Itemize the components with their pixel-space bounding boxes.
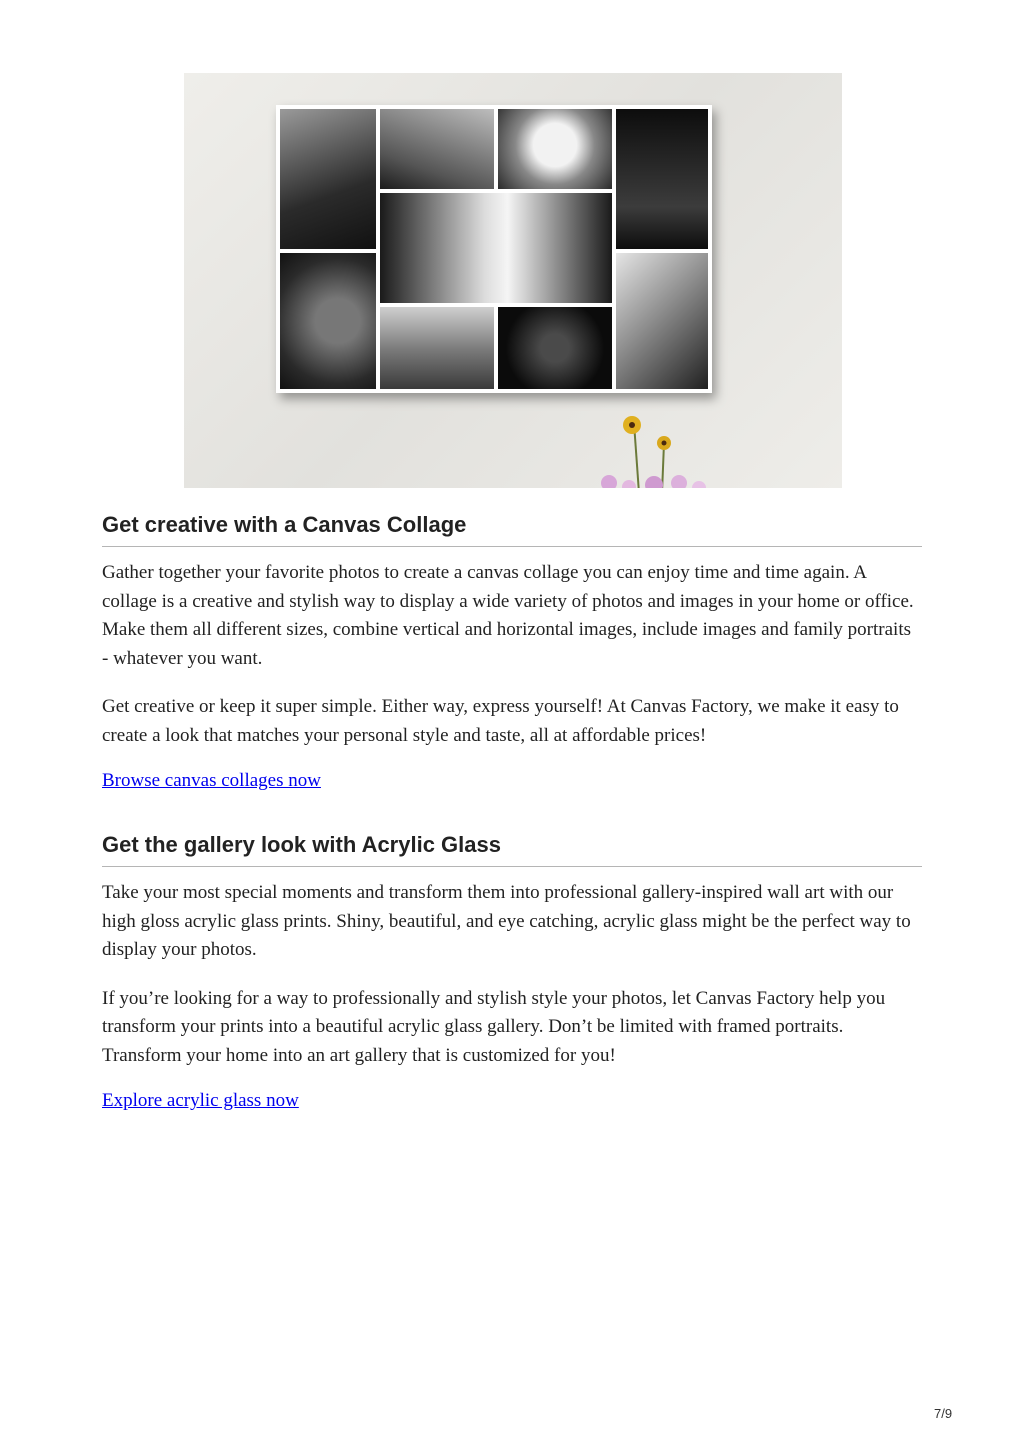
flowers-decoration bbox=[584, 413, 734, 488]
page-number: 7/9 bbox=[934, 1406, 953, 1421]
collage-photo bbox=[280, 109, 376, 249]
acrylic-glass-section bbox=[102, 820, 922, 1120]
canvas-collage-image bbox=[184, 73, 842, 488]
section-heading: Get the gallery look with Acrylic Glass bbox=[102, 820, 922, 867]
collage-photo bbox=[498, 307, 612, 389]
collage-photo bbox=[616, 253, 708, 389]
collage-canvas bbox=[276, 105, 712, 393]
canvas-collage-section bbox=[102, 500, 922, 800]
browse-canvas-collages-link[interactable]: Browse canvas collages now bbox=[102, 770, 321, 791]
section-heading: Get creative with a Canvas Collage bbox=[102, 500, 922, 547]
section-body bbox=[102, 879, 922, 1070]
explore-acrylic-glass-link[interactable]: Explore acrylic glass now bbox=[102, 1090, 299, 1111]
article-content bbox=[102, 500, 922, 1120]
collage-photo bbox=[280, 253, 376, 389]
paragraph: Gather together your favorite photos to create a canvas collage you can enjoy time and time again. A collage is a creative and stylish way to display a wide variety of photos and images in your home or office. Make them all different sizes, combine vertical and horizontal images, include images and family portraits - whatever you want. bbox=[102, 562, 914, 669]
paragraph: Get creative or keep it super simple. Either way, express yourself! At Canvas Factory, we make it easy to create a look that matches your personal style and taste, all at affordable prices! bbox=[102, 696, 899, 746]
collage-photo bbox=[616, 109, 708, 249]
paragraph: Take your most special moments and transform them into professional gallery-inspired wall art with our high gloss acrylic glass prints. Shiny, beautiful, and eye catching, acrylic glass might be the perfect way to display your photos. bbox=[102, 882, 911, 960]
collage-photo bbox=[498, 109, 612, 189]
collage-photo bbox=[380, 193, 612, 303]
section-body bbox=[102, 559, 922, 750]
collage-photo bbox=[380, 109, 494, 189]
paragraph: If you’re looking for a way to professionally and stylish style your photos, let Canvas Factory help you transform your prints into a beautiful acrylic glass gallery. Don’t be limited with framed portraits. Transform your home into an art gallery that is customized for you! bbox=[102, 987, 886, 1066]
collage-photo bbox=[380, 307, 494, 389]
